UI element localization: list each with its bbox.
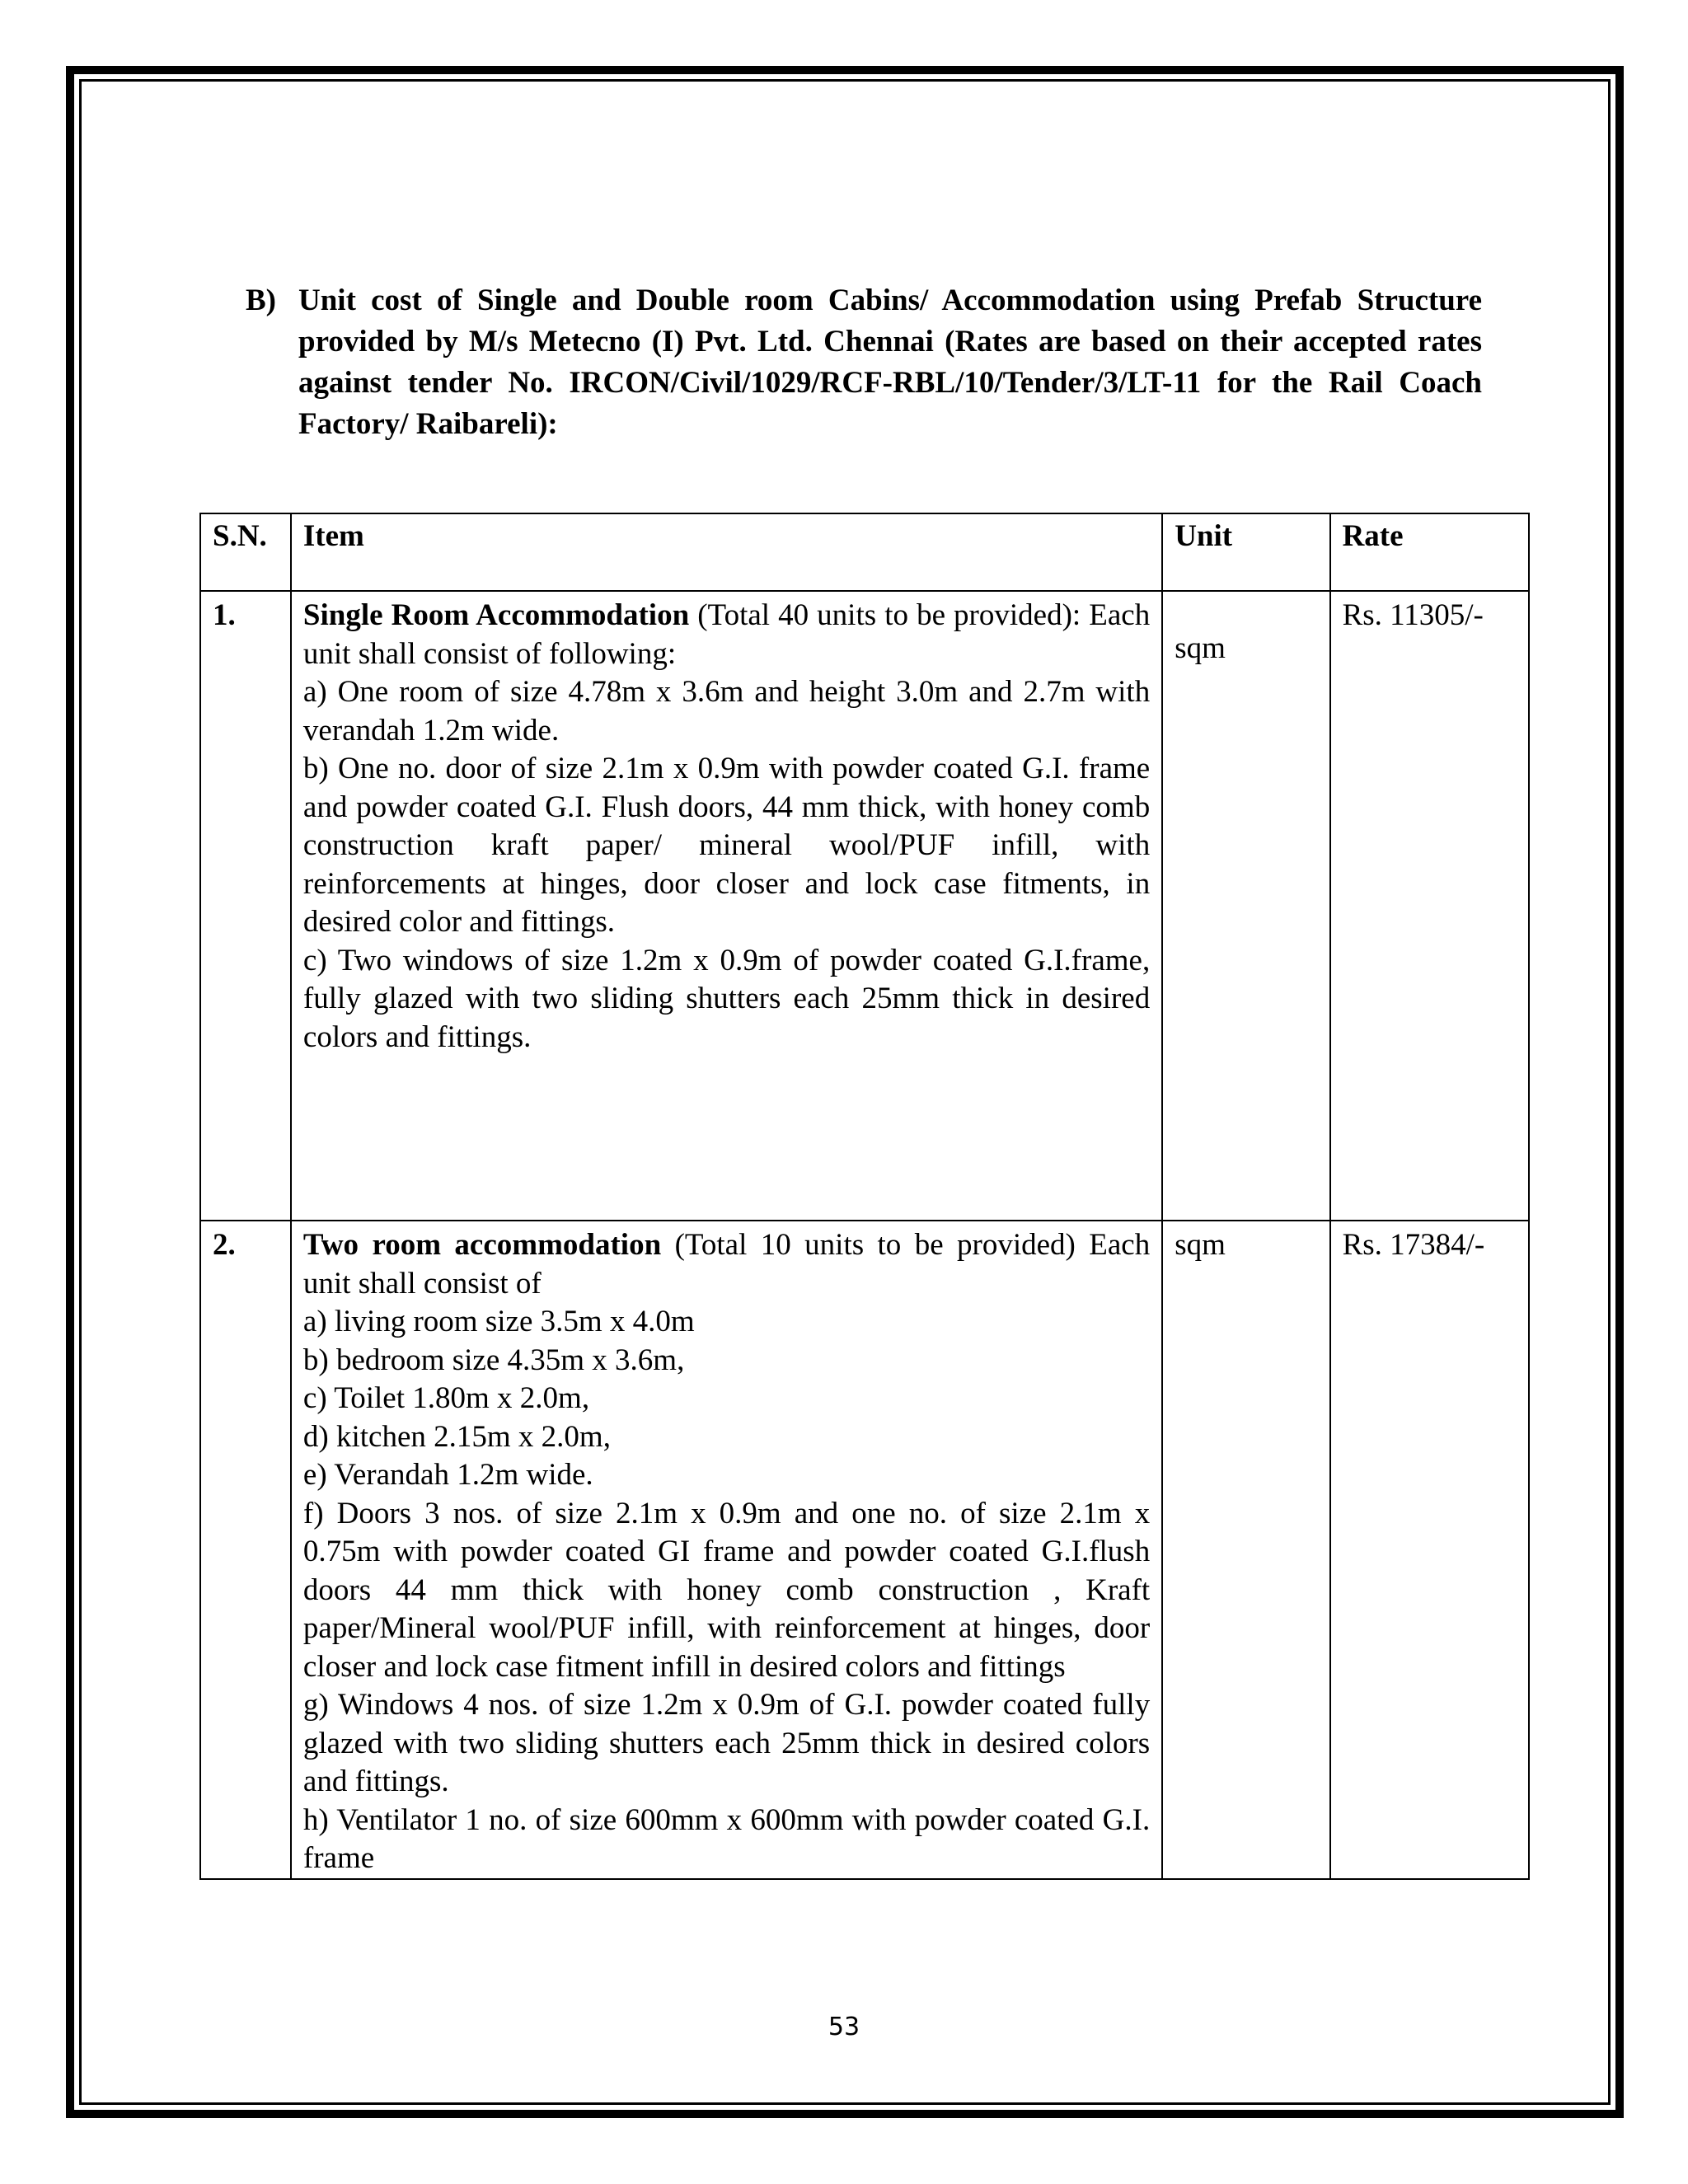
page-number: 53 xyxy=(828,2013,860,2041)
header-sn: S.N. xyxy=(200,513,291,591)
item-line: f) Doors 3 nos. of size 2.1m x 0.9m and one no. of size 2.1m x 0.75m with powder coated GI frame and powder coated G.I.flush doors 44 mm thick with honey comb construction , Kraft paper/Mineral wool/PUF infill, with reinforcement at hinges, door closer and lock case fitment infill in desired colors and fittings xyxy=(302,1496,1151,1684)
header-unit: Unit xyxy=(1162,513,1329,591)
item-line: h) Ventilator 1 no. of size 600mm x 600mm with powder coated G.I. frame xyxy=(302,1802,1151,1875)
row-rate: Rs. 11305/- xyxy=(1330,591,1529,1221)
header-item: Item xyxy=(291,513,1162,591)
table-row xyxy=(200,1221,1529,1879)
section-heading xyxy=(246,280,1482,445)
table-header-row xyxy=(200,513,1529,591)
item-line: a) living room size 3.5m x 4.0m xyxy=(302,1305,695,1338)
item-title: Two room accommodation xyxy=(302,1228,662,1262)
row-item xyxy=(291,591,1162,1221)
section-heading-text: Unit cost of Single and Double room Cabins/ Accommodation using Prefab Structure provided by M/s Metecno (I) Pvt. Ltd. Chennai (Rates are based on their accepted rates against tender No. IRCON/Civil/1029/RCF-RBL/10/Tender/3/LT-11 for the Rail Coach Factory/ Raibareli): xyxy=(298,284,1482,441)
item-line: c) Two windows of size 1.2m x 0.9m of powder coated G.I.frame, fully glazed with two sliding shutters each 25mm thick in desired colors and fittings. xyxy=(302,943,1151,1054)
row-item xyxy=(291,1221,1162,1879)
item-line: b) One no. door of size 2.1m x 0.9m with powder coated G.I. frame and powder coated G.I. Flush doors, 44 mm thick, with honey comb construction kraft paper/ mineral wool/PUF infill, with reinforcements at hinges, door closer and lock case fitments, in desired color and fittings. xyxy=(302,752,1151,939)
item-title-suffix: (Total 40 units to be provided): Each unit shall consist of following: xyxy=(302,598,1151,671)
item-line: d) kitchen 2.15m x 2.0m, xyxy=(302,1419,611,1454)
row-sn: 1. xyxy=(200,591,291,1221)
header-rate: Rate xyxy=(1330,513,1529,591)
row-sn: 2. xyxy=(200,1221,291,1879)
row-unit xyxy=(1162,591,1329,1221)
item-title: Single Room Accommodation xyxy=(302,598,690,632)
row-unit: sqm xyxy=(1162,1221,1329,1879)
row-rate: Rs. 17384/- xyxy=(1330,1221,1529,1879)
item-line: a) One room of size 4.78m x 3.6m and height 3.0m and 2.7m with verandah 1.2m wide. xyxy=(302,675,1151,748)
item-line: b) bedroom size 4.35m x 3.6m, xyxy=(302,1343,685,1377)
table-row xyxy=(200,591,1529,1221)
section-marker: B) xyxy=(246,284,276,317)
rates-table xyxy=(199,513,1530,1880)
item-line: g) Windows 4 nos. of size 1.2m x 0.9m of G.I. powder coated fully glazed with two sliding shutters each 25mm thick in desired colors and fittings. xyxy=(302,1688,1151,1798)
item-title-suffix: (Total 10 units to be provided) Each unit shall consist of xyxy=(302,1228,1151,1301)
item-line: c) Toilet 1.80m x 2.0m, xyxy=(302,1381,590,1415)
row-unit-value: sqm xyxy=(1175,631,1226,665)
item-line: e) Verandah 1.2m wide. xyxy=(302,1458,593,1492)
